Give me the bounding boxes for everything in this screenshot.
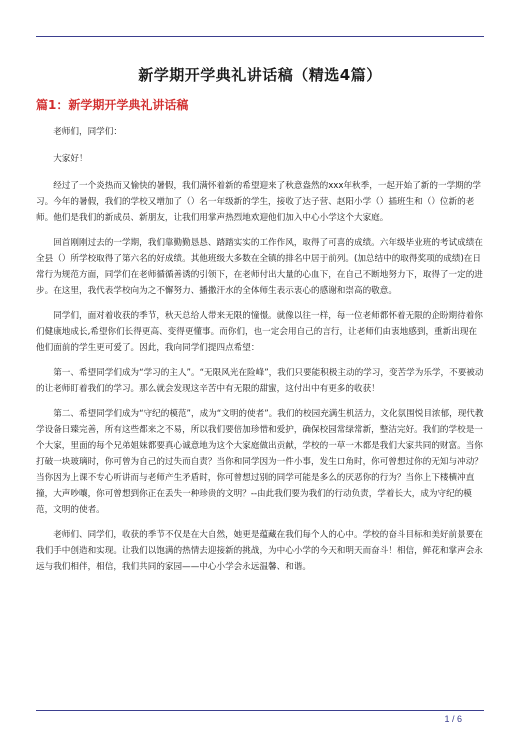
paragraph: 第二、希望同学们成为“守纪的模范”，成为“文明的使者”。我们的校园充满生机活力，文化氛围悦目浓郁，现代教学设备日臻完善，所有这些都来之不易，所以我们要倍加珍惜和爱护，确保校园常绿常新，整洁完好。我们的学校是一个大家，里面的每个兄弟姐妹都要真心诚意地为这个大家庭做出贡献，学校的一草一木都是我们大家共同的财富。当你打破一块玻璃时，你可曾为自己的过失而自责？当你和同学因为一件小事，发生口角时，你可曾想过你的无知与冲动？当你因为上课不专心听讲而与老师产生矛盾时，你可曾想过别的同学可能是多么的厌恶你的行为？当你上下楼横冲直撞，大声吵嚷，你可曾想到你正在丢失一种珍贵的文明？--由此我们要为我们的行动负责，学着长大，成为守纪的模范，文明的使者。 [36, 409, 484, 515]
top-rule [36, 36, 484, 37]
document-title: 新学期开学典礼讲话稿（精选4篇） [138, 66, 382, 84]
bottom-rule [36, 710, 484, 711]
paragraph: 老师们、同学们，收获的季节不仅是在大自然，她更是蕴藏在我们每个人的心中。学校的奋斗目标和美好前景要在我们手中创造和实现。让我们以饱满的热情去迎接新的挑战，为中心小学的今天和明天而奋斗！相信，鲜花和掌声会永远与我们相伴，相信，我们共同的家园——中心小学会永远温馨、和谐。 [36, 530, 483, 572]
salutation: 老师们，同学们： [53, 127, 122, 137]
page-number: 1 / 6 [444, 714, 462, 724]
paragraph: 回首刚刚过去的一学期，我们靠勤勤恳恳、踏踏实实的工作作风，取得了可喜的成绩。六年级毕业班的考试成绩在全县（）所学校取得了第六名的好成绩。其他班级大多数在全镇的排名中居于前列。(加总结中的取得奖项的成绩)在日常行为规范方面，同学们在老师循循善诱的引领下，在老师付出大量的心血下，在自己不断地努力下，取得了一定的进步。在这里，我代表学校向为之不懈努力、播撒汗水的全体师生表示衷心的感谢和崇高的敬意。 [36, 238, 483, 296]
greeting: 大家好！ [53, 154, 88, 164]
document-body [36, 124, 484, 584]
paragraph: 经过了一个炎热而又愉快的暑假，我们满怀着新的希望迎来了秋意盎然的xxx年秋季，一起开始了新的一学期的学习。今年的暑假，我们的学校又增加了（）名一年级新的学生，接收了达子营、赵阳小学（）插班生和（）位新的老师。他们是我们的新成员、新朋友，让我们用掌声热烈地欢迎他们加入中心小学这个大家庭。 [36, 181, 481, 223]
paragraph: 第一、希望同学们成为“学习的主人”。“无限风光在险峰”，我们只要能积极主动的学习，变苦学为乐学，不要被动的让老师盯着我们的学习。那么就会发现这辛苦中有无限的甜蜜，这付出中有更多的收获！ [36, 368, 484, 394]
paragraph: 同学们，面对着收获的季节，秋天总给人带来无限的憧憬。就像以往一样，每一位老师都怀着无限的企盼期待着你们健康地成长,希望你们长得更高、变得更懂事。而你们，也一定会用自己的言行，让老师们由衷地感到，重新出现在他们面前的学生更可爱了。因此，我向同学们提四点希望： [36, 311, 483, 353]
section-heading: 篇1：新学期开学典礼讲话稿 [36, 98, 189, 112]
